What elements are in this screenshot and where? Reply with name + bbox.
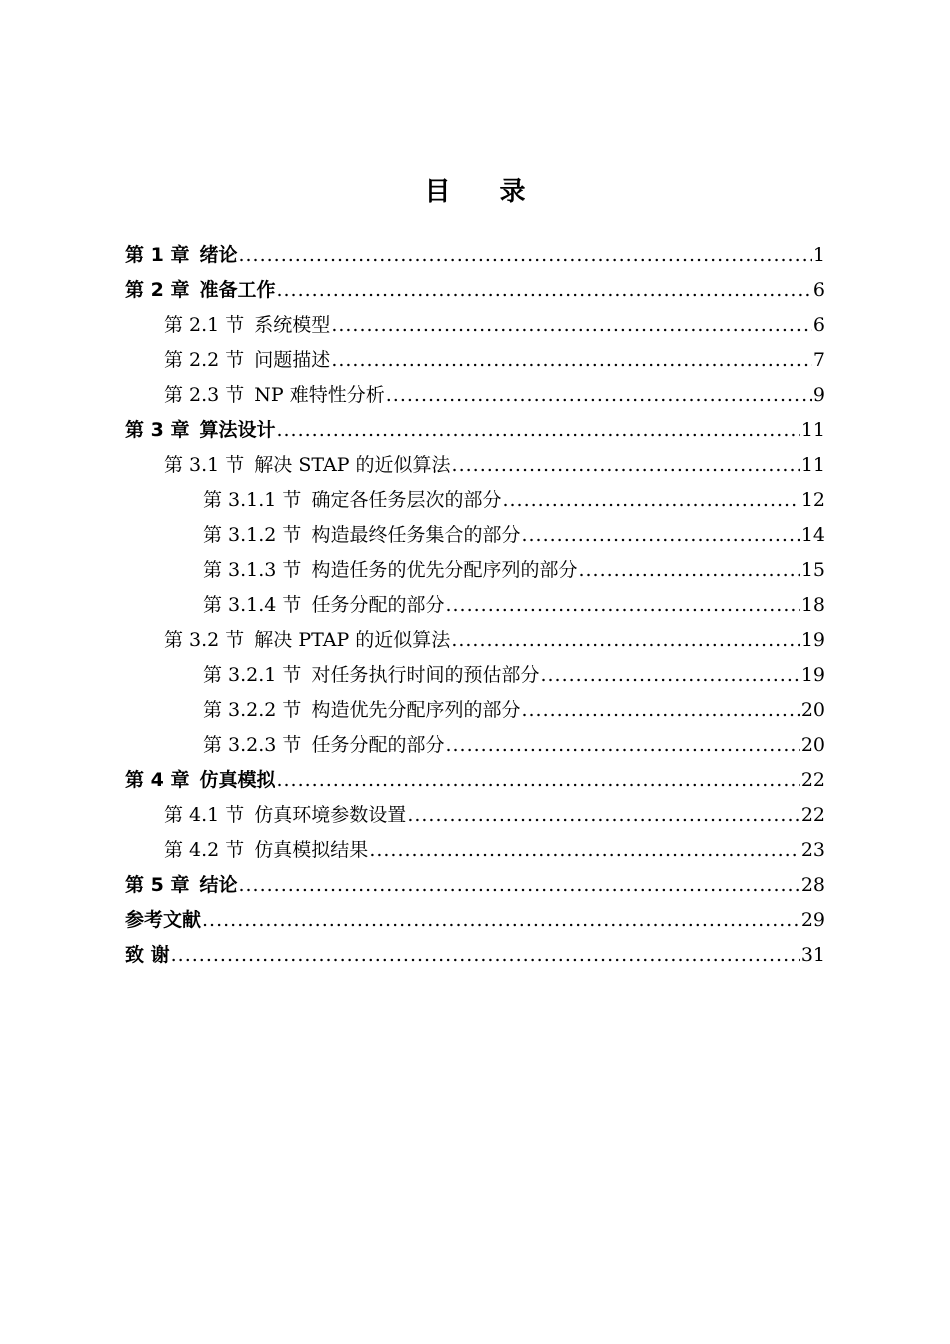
dot-leader — [331, 308, 812, 343]
dot-leader — [521, 693, 799, 728]
toc-entry-page: 19 — [800, 664, 825, 686]
toc-entry-title: 任务分配的部分 — [311, 594, 445, 616]
toc-entry-number: 第 4 章 — [125, 769, 190, 791]
toc-entry-number: 第 2.1 节 — [164, 314, 245, 336]
toc-entry[interactable] — [125, 868, 825, 903]
toc-entry[interactable] — [125, 308, 825, 343]
toc-entry-label — [203, 658, 539, 693]
toc-entry[interactable] — [125, 343, 825, 378]
toc-entry-number: 第 2 章 — [125, 279, 190, 301]
toc-entry-page: 18 — [800, 594, 825, 616]
dot-leader — [238, 238, 811, 273]
table-of-contents — [125, 238, 825, 973]
toc-entry[interactable] — [125, 378, 825, 413]
toc-entry-page: 6 — [812, 314, 825, 336]
toc-entry-number: 第 3.1.1 节 — [203, 489, 302, 511]
toc-entry-label — [125, 868, 237, 903]
toc-entry-page: 9 — [812, 384, 825, 406]
toc-entry-page: 29 — [800, 909, 825, 931]
dot-leader — [276, 273, 811, 308]
dot-leader — [276, 413, 799, 448]
toc-entry-label — [203, 693, 520, 728]
dot-leader — [238, 868, 799, 903]
dot-leader — [331, 343, 812, 378]
toc-entry-title: 对任务执行时间的预估部分 — [311, 664, 540, 686]
toc-entry[interactable] — [125, 728, 825, 763]
toc-entry[interactable] — [125, 623, 825, 658]
toc-entry[interactable] — [125, 553, 825, 588]
toc-entry-label — [203, 518, 520, 553]
toc-entry-page: 31 — [800, 944, 825, 966]
toc-entry-number: 第 4.1 节 — [164, 804, 245, 826]
toc-entry[interactable] — [125, 693, 825, 728]
toc-entry-title: 构造任务的优先分配序列的部分 — [311, 559, 578, 581]
toc-entry-label — [164, 798, 406, 833]
toc-entry-title: NP 难特性分析 — [254, 384, 385, 406]
toc-entry-number: 第 4.2 节 — [164, 839, 245, 861]
toc-entry-number: 第 3.1.3 节 — [203, 559, 302, 581]
dot-leader — [540, 658, 799, 693]
toc-entry-number: 第 3.1 节 — [164, 454, 245, 476]
toc-entry-page: 6 — [812, 279, 825, 301]
toc-entry-page: 23 — [800, 839, 825, 861]
toc-entry-page: 11 — [800, 454, 825, 476]
toc-entry-label — [164, 308, 330, 343]
toc-entry-page: 20 — [800, 734, 825, 756]
dot-leader — [445, 728, 799, 763]
toc-entry[interactable] — [125, 833, 825, 868]
toc-entry-title: 系统模型 — [254, 314, 331, 336]
toc-entry-label — [125, 938, 170, 973]
toc-entry-label — [164, 833, 368, 868]
toc-entry-label — [164, 623, 450, 658]
dot-leader — [451, 623, 800, 658]
toc-entry-label — [125, 413, 275, 448]
dot-leader — [369, 833, 800, 868]
toc-entry-page: 22 — [800, 769, 825, 791]
toc-entry-number: 第 5 章 — [125, 874, 190, 896]
toc-entry-page: 11 — [800, 419, 825, 441]
toc-entry-title: 仿真模拟 — [199, 769, 276, 791]
toc-entry-label — [164, 378, 385, 413]
toc-entry-number: 第 3.1.2 节 — [203, 524, 302, 546]
toc-entry-title: 仿真模拟结果 — [254, 839, 369, 861]
toc-entry-label — [203, 483, 501, 518]
toc-entry-title: 确定各任务层次的部分 — [311, 489, 502, 511]
dot-leader — [452, 448, 800, 483]
toc-entry-page: 20 — [800, 699, 825, 721]
toc-entry-page: 15 — [800, 559, 825, 581]
dot-leader — [407, 798, 800, 833]
toc-entry-title: 构造优先分配序列的部分 — [311, 699, 521, 721]
toc-entry[interactable] — [125, 763, 825, 798]
dot-leader — [171, 938, 800, 973]
toc-entry-title: 绪论 — [199, 244, 238, 266]
toc-entry-number: 第 3.2.2 节 — [203, 699, 302, 721]
dot-leader — [502, 483, 799, 518]
toc-entry-title: 致 谢 — [125, 944, 170, 966]
toc-entry-title: 参考文献 — [125, 909, 202, 931]
toc-entry-number: 第 3.2.1 节 — [203, 664, 302, 686]
toc-entry-title: 任务分配的部分 — [311, 734, 445, 756]
toc-entry-page: 1 — [812, 244, 825, 266]
toc-entry-page: 28 — [800, 874, 825, 896]
toc-entry-label — [164, 448, 451, 483]
toc-entry[interactable] — [125, 798, 825, 833]
toc-entry-page: 22 — [800, 804, 825, 826]
toc-entry-number: 第 3 章 — [125, 419, 190, 441]
toc-entry-page: 14 — [800, 524, 825, 546]
toc-entry-number: 第 3.2.3 节 — [203, 734, 302, 756]
toc-entry-number: 第 3.1.4 节 — [203, 594, 302, 616]
dot-leader — [276, 763, 799, 798]
toc-entry-label — [125, 273, 275, 308]
toc-entry[interactable] — [125, 448, 825, 483]
toc-entry-title: 算法设计 — [199, 419, 276, 441]
toc-entry-label — [125, 903, 201, 938]
toc-title: 目 录 — [424, 177, 546, 207]
toc-entry-number: 第 2.2 节 — [164, 349, 245, 371]
toc-entry-page: 12 — [800, 489, 825, 511]
toc-entry-title: 问题描述 — [254, 349, 331, 371]
toc-entry-title: 结论 — [199, 874, 238, 896]
toc-entry-page: 7 — [812, 349, 825, 371]
dot-leader — [386, 378, 812, 413]
toc-entry-label — [203, 588, 444, 623]
dot-leader — [521, 518, 799, 553]
dot-leader — [578, 553, 799, 588]
toc-entry[interactable] — [125, 483, 825, 518]
toc-entry[interactable] — [125, 273, 825, 308]
toc-entry-number: 第 1 章 — [125, 244, 190, 266]
toc-entry[interactable] — [125, 588, 825, 623]
toc-entry-title: 解决 STAP 的近似算法 — [254, 454, 451, 476]
toc-entry-title: 解决 PTAP 的近似算法 — [254, 629, 451, 651]
toc-entry[interactable] — [125, 238, 825, 273]
dot-leader — [202, 903, 800, 938]
toc-entry-label — [203, 553, 577, 588]
toc-entry-title: 构造最终任务集合的部分 — [311, 524, 521, 546]
toc-entry-title: 准备工作 — [199, 279, 276, 301]
toc-entry-label — [203, 728, 444, 763]
toc-entry-number: 第 3.2 节 — [164, 629, 245, 651]
dot-leader — [445, 588, 799, 623]
toc-entry-number: 第 2.3 节 — [164, 384, 245, 406]
toc-entry[interactable] — [125, 938, 825, 973]
toc-entry-label — [125, 238, 237, 273]
toc-entry[interactable] — [125, 413, 825, 448]
toc-entry-label — [125, 763, 275, 798]
toc-entry[interactable] — [125, 658, 825, 693]
toc-entry-title: 仿真环境参数设置 — [254, 804, 407, 826]
toc-entry-label — [164, 343, 330, 378]
toc-entry-page: 19 — [800, 629, 825, 651]
toc-entry[interactable] — [125, 518, 825, 553]
toc-entry[interactable] — [125, 903, 825, 938]
